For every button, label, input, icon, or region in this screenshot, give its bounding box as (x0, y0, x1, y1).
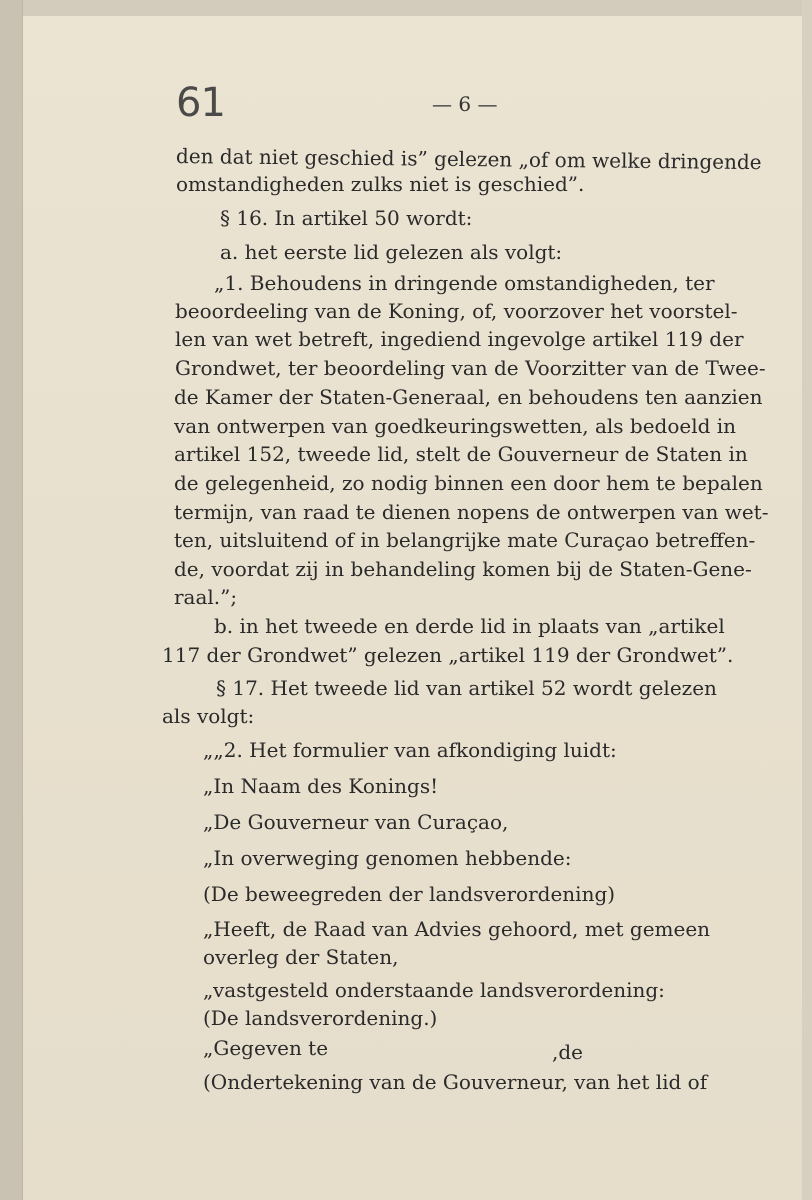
text-line: „1. Behoudens in dringende omstandigheden, ter (214, 271, 715, 295)
text-line: artikel 152, tweede lid, stelt de Gouverneur de Staten in (174, 442, 748, 466)
text-line: „Heeft, de Raad van Advies gehoord, met gemeen (203, 917, 711, 941)
text-line: als volgt: (162, 704, 255, 728)
text-line: ,de (552, 1040, 583, 1064)
text-line: overleg der Staten, (203, 945, 399, 969)
text-line: (De landsverordening.) (203, 1006, 438, 1030)
text-line: 117 der Grondwet” gelezen „artikel 119 der Grondwet”. (162, 643, 734, 667)
text-line: (De beweegreden der landsverordening) (203, 882, 616, 906)
text-line: den dat niet geschied is” gelezen „of om welke dringende (175, 144, 762, 175)
page-left-edge (0, 0, 23, 1200)
page-top-edge (0, 0, 812, 16)
text-line: „„2. Het formulier van afkondiging luidt: (203, 738, 617, 762)
text-line: „Gegeven te (203, 1036, 329, 1060)
text-line: raal.”; (174, 585, 238, 609)
text-line: § 16. In artikel 50 wordt: (220, 206, 473, 230)
text-line: „vastgesteld onderstaande landsverordening: (203, 978, 665, 1002)
text-line: „In Naam des Konings! (203, 774, 439, 798)
text-line: van ontwerpen van goedkeuringswetten, als bedoeld in (174, 414, 737, 438)
text-line: omstandigheden zulks niet is geschied”. (176, 172, 585, 196)
page-number: — 6 — (432, 92, 498, 116)
text-line: § 17. Het tweede lid van artikel 52 wordt gelezen (216, 676, 717, 700)
text-line: beoordeeling van de Koning, of, voorzover het voorstel- (175, 299, 738, 323)
text-line: len van wet betreft, ingediend ingevolge artikel 119 der (175, 327, 744, 351)
text-line: de, voordat zij in behandeling komen bij de Staten-Gene- (174, 557, 752, 581)
text-line: Grondwet, ter beoordeling van de Voorzitter van de Twee- (175, 356, 766, 380)
text-line: „In overweging genomen hebbende: (203, 846, 572, 870)
text-line: a. het eerste lid gelezen als volgt: (220, 240, 563, 264)
text-line: termijn, van raad te dienen nopens de ontwerpen van wet- (174, 500, 769, 524)
text-line: „De Gouverneur van Curaçao, (203, 810, 509, 834)
handwritten-page-number: 61 (176, 80, 225, 126)
page-right-edge (802, 0, 812, 1200)
text-line: (Ondertekening van de Gouverneur, van het lid of (203, 1070, 708, 1094)
text-line: b. in het tweede en derde lid in plaats van „artikel (214, 614, 725, 638)
text-line: de gelegenheid, zo nodig binnen een door hem te bepalen (174, 471, 763, 495)
text-line: ten, uitsluitend of in belangrijke mate Curaçao betreffen- (174, 528, 756, 552)
text-line: de Kamer der Staten-Generaal, en behoudens ten aanzien (174, 385, 763, 409)
